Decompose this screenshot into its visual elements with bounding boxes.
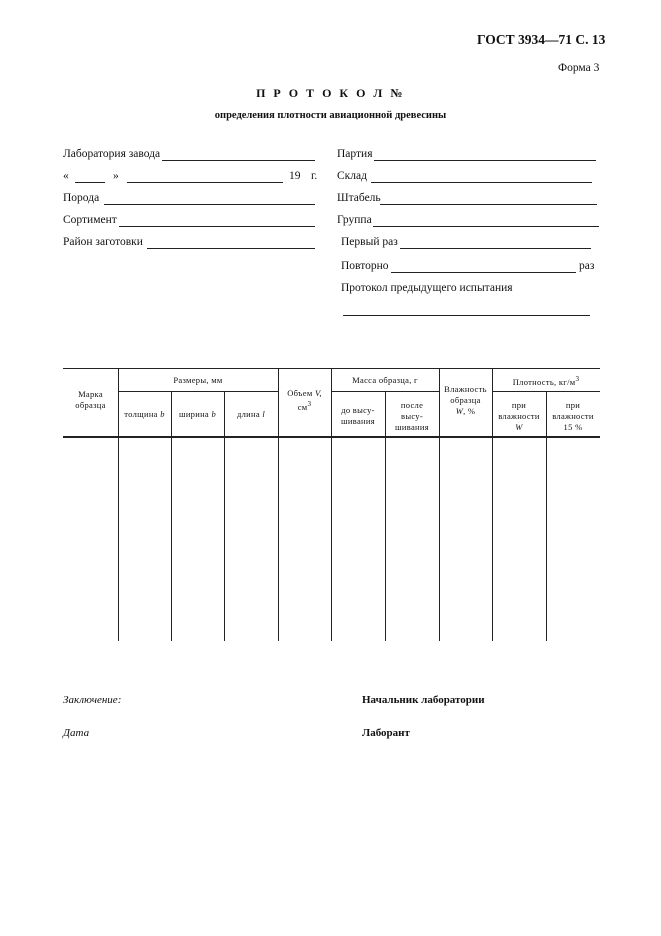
density-table <box>63 368 600 641</box>
field-warehouse-label: Склад <box>337 170 367 182</box>
field-assortment-line[interactable] <box>119 226 315 227</box>
field-batch-line[interactable] <box>374 160 596 161</box>
field-year-suffix: г. <box>311 170 318 182</box>
col-divider-3 <box>224 391 225 641</box>
field-day-line[interactable] <box>75 182 105 183</box>
field-year: 19 <box>289 170 301 182</box>
field-prev-protocol-line[interactable] <box>343 315 590 316</box>
footer-lab-assistant: Лаборант <box>362 727 410 739</box>
header-moisture: Влажность образца W, % <box>444 384 487 416</box>
field-date-quote-close: » <box>113 170 119 182</box>
field-stack-line[interactable] <box>380 204 597 205</box>
header-sizes: Размеры, мм <box>173 375 223 385</box>
header-mass: Масса образца, г <box>352 375 418 385</box>
field-repeat-label: Повторно <box>341 260 389 272</box>
header-after-drying: после высу-шивания <box>395 400 429 432</box>
sizes-subheader-line <box>118 391 278 392</box>
field-warehouse-line[interactable] <box>371 182 592 183</box>
col-divider-9 <box>546 391 547 641</box>
field-region-line[interactable] <box>147 248 315 249</box>
protocol-subtitle: определения плотности авиационной древесины <box>214 110 447 121</box>
field-region-label: Район заготовки <box>63 236 143 248</box>
header-density: Плотность, $кг/м^3$ <box>512 375 580 387</box>
standard-number: ГОСТ 3934—71 С. 13 <box>477 32 606 47</box>
field-lab-label: Лаборатория завода <box>63 148 161 160</box>
protocol-title: П Р О Т О К О Л № <box>256 86 405 100</box>
field-first-time-line[interactable] <box>400 248 591 249</box>
field-stack-label: Штабель <box>337 192 381 204</box>
field-repeat-suffix: раз <box>579 260 595 272</box>
field-breed-line[interactable] <box>104 204 315 205</box>
header-at-moisture: при влажности W <box>498 400 540 432</box>
field-group-label: Группа <box>337 214 372 226</box>
form-number: Форма 3 <box>558 62 600 74</box>
header-at-15: при влажности 15 % <box>552 400 594 432</box>
field-assortment-label: Сортимент <box>63 214 117 226</box>
field-first-time-label: Первый раз <box>341 236 398 248</box>
header-before-drying: до высу-шивания <box>341 405 375 426</box>
footer-date: Дата <box>63 727 90 739</box>
field-repeat-line[interactable] <box>391 272 576 273</box>
col-divider-5 <box>331 368 332 641</box>
field-group-line[interactable] <box>373 226 599 227</box>
field-prev-protocol-label: Протокол предыдущего испытания <box>341 282 513 294</box>
header-width: ширина b <box>178 409 216 419</box>
col-divider-8 <box>492 368 493 641</box>
field-lab-line[interactable] <box>162 160 315 161</box>
footer-head-of-lab: Начальник лаборатории <box>362 694 485 706</box>
header-volume: Объем V, $см^3$ <box>287 388 322 412</box>
field-breed-label: Порода <box>63 192 100 204</box>
header-mark: Марка образца <box>75 389 106 410</box>
col-divider-2 <box>171 391 172 641</box>
field-date-quote-open: « <box>63 170 69 182</box>
header-thickness: толщина b <box>124 409 165 419</box>
footer-conclusion: Заключение: <box>63 694 122 706</box>
field-month-line[interactable] <box>127 182 283 183</box>
field-batch-label: Партия <box>337 148 373 160</box>
header-length: длина l <box>236 409 266 419</box>
col-divider-6 <box>385 391 386 641</box>
